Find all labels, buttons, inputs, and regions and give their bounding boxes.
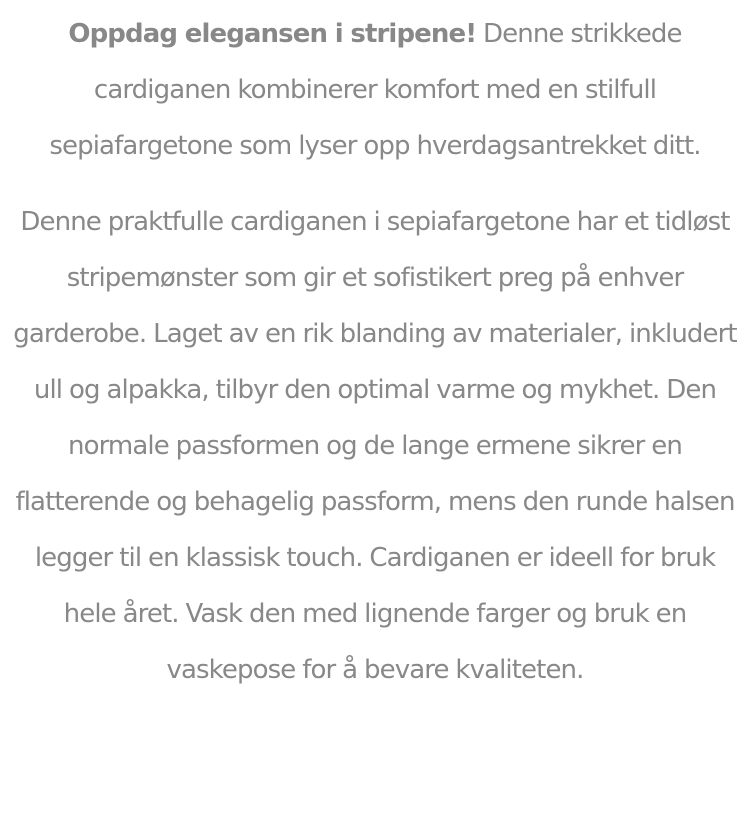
product-description bbox=[12, 6, 738, 698]
intro-text: Denne strikkede cardiganen kombinerer komfort med en stilfull sepiafargetone som lyser opp hverdagsantrekket ditt. bbox=[49, 19, 701, 161]
intro-heading: Oppdag elegansen i stripene! bbox=[68, 19, 477, 49]
body-paragraph: Denne praktfulle cardiganen i sepiafargetone har et tidløst stripemønster som gir et sofistikert preg på enhver garderobe. Laget av en rik blanding av materialer, inkludert ull og alpakka, tilbyr den optimal varme og mykhet. Den normale passformen og de lange ermene sikrer en flatterende og behagelig passform, mens den runde halsen legger til en klassisk touch. Cardiganen er ideell for bruk hele året. Vask den med lignende farger og bruk en vaskepose for å bevare kvaliteten. bbox=[13, 207, 737, 685]
intro-paragraph bbox=[12, 6, 738, 174]
